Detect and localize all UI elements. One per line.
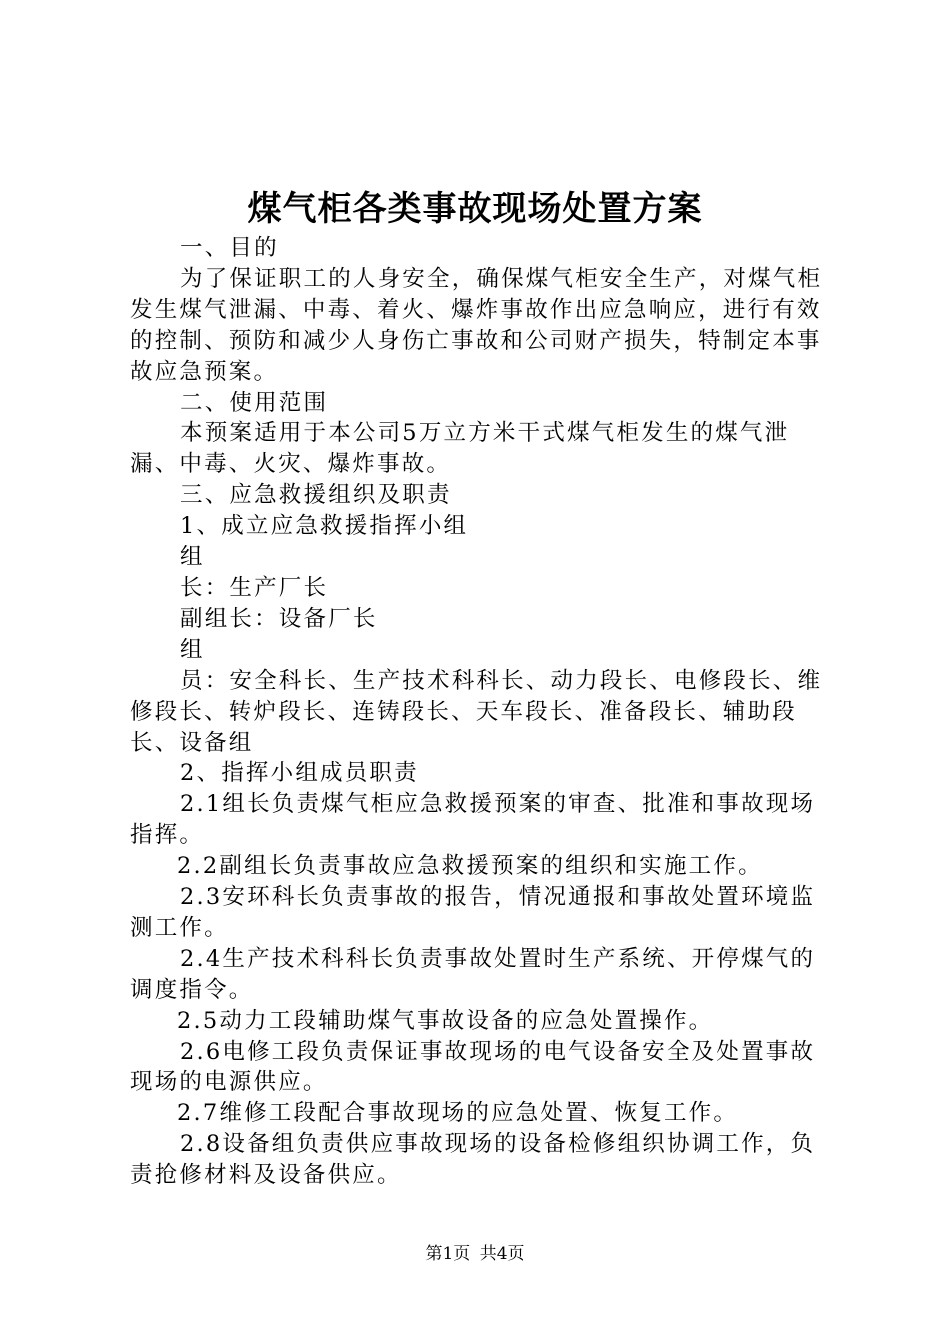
paragraph-leader-prefix: 组 — [180, 544, 205, 571]
duty-item: 2.3安环科长负责事故的报告，情况通报和事故处置环境监测工作。 — [130, 884, 816, 941]
subsection-heading-command-group: 1、成立应急救援指挥小组 — [180, 513, 469, 540]
duty-item: 2.5动力工段辅助煤气事故设备的应急处置操作。 — [177, 1007, 714, 1034]
paragraph-deputy-leader: 副组长：设备厂长 — [180, 605, 378, 632]
page-footer — [0, 1242, 950, 1266]
paragraph-purpose: 为了保证职工的人身安全，确保煤气柜安全生产，对煤气柜发生煤气泄漏、中毒、着火、爆炸事故作出应急响应，进行有效的控制、预防和减少人身伤亡事故和公司财产损失，特制定本事故应急预案。 — [130, 265, 823, 385]
paragraph-members: 员：安全科长、生产技术科科长、动力段长、电修段长、维修段长、转炉段长、连铸段长、天车段长、准备段长、辅助段长、设备组 — [130, 667, 823, 756]
page-total: 共4页 — [479, 1244, 525, 1264]
paragraph-scope: 本预案适用于本公司5万立方米干式煤气柜发生的煤气泄漏、中毒、火灾、爆炸事故。 — [130, 420, 790, 478]
duty-item: 2.4生产技术科科长负责事故处置时生产系统、开停煤气的调度指令。 — [130, 945, 816, 1003]
duty-item: 2.6电修工段负责保证事故现场的电气设备安全及处置事故现场的电源供应。 — [130, 1038, 816, 1096]
section-heading-organization: 三、应急救援组织及职责 — [180, 482, 452, 509]
duty-item: 2.8设备组负责供应事故现场的设备检修组织协调工作，负责抢修材料及设备供应。 — [130, 1131, 816, 1189]
subsection-heading-duties: 2、指挥小组成员职责 — [180, 760, 419, 787]
paragraph-members-prefix: 组 — [180, 636, 205, 663]
page-number: 第1页 — [425, 1244, 471, 1264]
duty-item: 2.2副组长负责事故应急救援预案的组织和实施工作。 — [177, 853, 763, 880]
document-title: 煤气柜各类事故现场处置方案 — [247, 189, 703, 229]
section-heading-scope: 二、使用范围 — [180, 389, 329, 416]
duty-item: 2.1组长负责煤气柜应急救援预案的审查、批准和事故现场指挥。 — [130, 791, 816, 849]
paragraph-leader: 长：生产厂长 — [180, 574, 329, 601]
document-body — [130, 233, 830, 1191]
duty-item: 2.7维修工段配合事故现场的应急处置、恢复工作。 — [177, 1100, 739, 1127]
section-heading-purpose: 一、目的 — [180, 235, 279, 261]
